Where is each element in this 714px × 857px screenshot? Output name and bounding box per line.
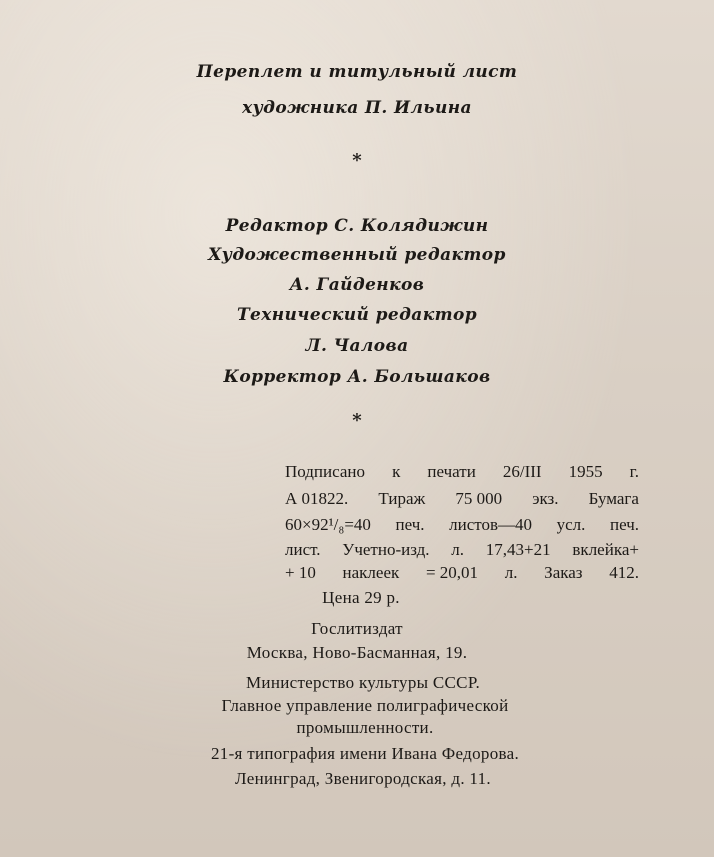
imprint-word: А 01822. <box>285 489 349 508</box>
publisher-name: Гослитиздат <box>311 619 403 638</box>
imprint-word: 60×92¹/₈=40 <box>285 515 371 534</box>
imprint-word: лист. <box>285 540 321 559</box>
publisher-address: Москва, Ново-Басманная, 19. <box>246 643 468 662</box>
imprint-word: Учетно-изд. <box>342 540 430 559</box>
imprint-line-4 <box>285 540 639 560</box>
printing-house: 21-я типография имени Ивана Федорова. <box>210 744 520 763</box>
imprint-word: наклеек <box>342 563 400 582</box>
tech-editor-title: Технический редактор <box>236 305 478 325</box>
imprint-word: усл. <box>556 515 586 534</box>
corrector-credit: Корректор А. Большаков <box>223 367 491 387</box>
cover-credit-line1: Переплет и титульный лист <box>196 62 518 82</box>
imprint-word: 412. <box>609 563 639 582</box>
imprint-line-5 <box>285 563 639 583</box>
imprint-word: г. <box>629 462 639 481</box>
department-line2: промышленности. <box>296 718 434 737</box>
price: Цена 29 р. <box>322 588 400 607</box>
cover-credit-line2: художника П. Ильина <box>242 98 472 118</box>
imprint-word: Бумага <box>588 489 639 508</box>
imprint-word: Тираж <box>378 489 426 508</box>
imprint-word: Заказ <box>544 563 583 582</box>
printing-house-address: Ленинград, Звенигородская, д. 11. <box>235 769 491 788</box>
separator-asterisk: * <box>352 410 362 431</box>
imprint-word: = 20,01 <box>425 563 479 582</box>
art-editor-name: А. Гайденков <box>289 275 425 295</box>
tech-editor-name: Л. Чалова <box>305 336 409 356</box>
imprint-word: 75 000 <box>455 489 503 508</box>
editor-credit: Редактор С. Колядижин <box>225 216 489 236</box>
imprint-word: Подписано <box>285 462 366 481</box>
imprint-word: к <box>392 462 401 481</box>
imprint-word: 26/III <box>502 462 542 481</box>
art-editor-title: Художественный редактор <box>208 245 506 265</box>
imprint-word: 1955 <box>568 462 603 481</box>
imprint-line-2 <box>285 489 639 509</box>
imprint-word: экз. <box>532 489 559 508</box>
imprint-word: печ. <box>609 515 639 534</box>
imprint-line-3 <box>285 515 639 535</box>
imprint-word: листов—40 <box>449 515 532 534</box>
imprint-word: л. <box>504 563 518 582</box>
ministry: Министерство культуры СССР. <box>246 673 480 692</box>
imprint-word: вклейка+ <box>572 540 639 559</box>
department-line1: Главное управление полиграфической <box>221 696 509 715</box>
imprint-word: л. <box>451 540 465 559</box>
imprint-line-1 <box>285 462 639 482</box>
separator-asterisk: * <box>352 150 362 171</box>
imprint-word: + 10 <box>285 563 316 582</box>
imprint-word: 17,43+21 <box>485 540 551 559</box>
imprint-word: печати <box>427 462 476 481</box>
imprint-word: печ. <box>395 515 425 534</box>
